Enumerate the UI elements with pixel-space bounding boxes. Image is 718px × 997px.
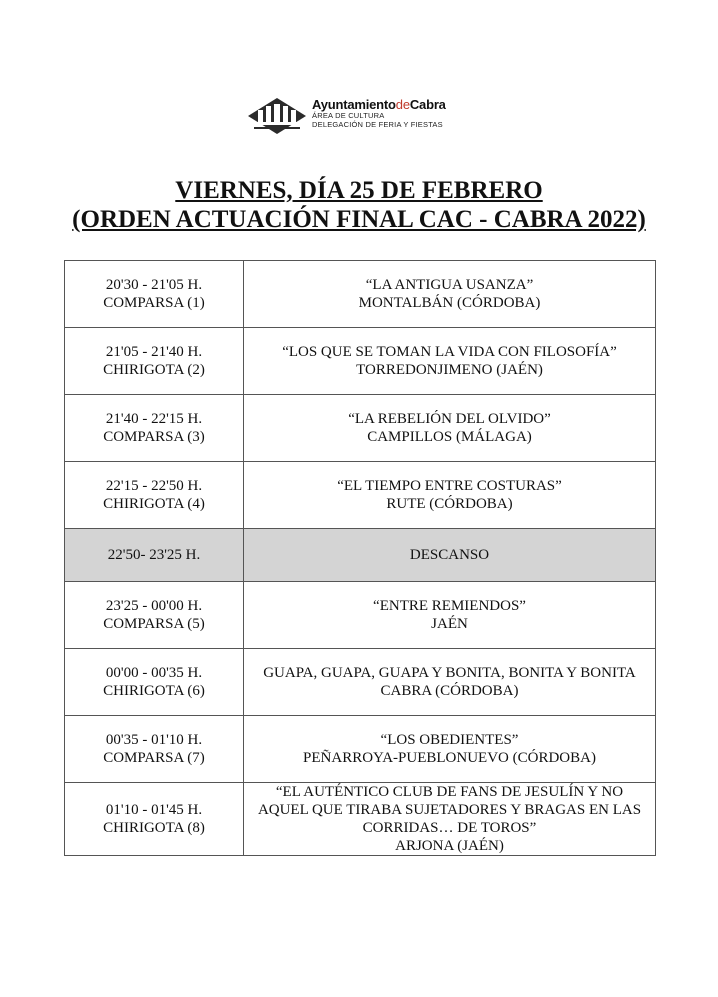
group-name: “LA REBELIÓN DEL OLVIDO” (348, 411, 551, 427)
group-category: COMPARSA (5) (103, 616, 205, 632)
break-cell (244, 529, 656, 582)
time-range: 23'25 - 00'00 H. (105, 598, 203, 614)
group-origin: TORREDONJIMENO (JAÉN) (356, 362, 543, 378)
table-row (65, 328, 656, 395)
table-row (65, 395, 656, 462)
time-cell (65, 582, 244, 649)
time-cell (65, 328, 244, 395)
group-name: “LA ANTIGUA USANZA” (365, 277, 534, 293)
group-category: COMPARSA (7) (103, 750, 205, 766)
group-cell (244, 395, 656, 462)
time-cell (65, 529, 244, 582)
table-row (65, 716, 656, 783)
time-cell (65, 395, 244, 462)
group-name-line: “EL AUTÉNTICO CLUB DE FANS DE JESULÍN Y NO (275, 784, 624, 800)
time-cell (65, 462, 244, 529)
group-cell (244, 582, 656, 649)
time-range: 22'50- 23'25 H. (107, 547, 201, 563)
logo-subtitle-area: ÁREA DE CULTURA (312, 111, 385, 120)
group-category: COMPARSA (3) (103, 429, 205, 445)
group-name: “LOS OBEDIENTES” (380, 732, 519, 748)
page-subtitle: (ORDEN ACTUACIÓN FINAL CAC - CABRA 2022) (72, 206, 646, 233)
time-range: 20'30 - 21'05 H. (105, 277, 203, 293)
time-cell (65, 649, 244, 716)
group-origin: PEÑARROYA-PUEBLONUEVO (CÓRDOBA) (303, 750, 596, 766)
group-origin: CAMPILLOS (MÁLAGA) (367, 429, 532, 445)
time-range: 01'10 - 01'45 H. (105, 802, 203, 818)
group-category: COMPARSA (1) (103, 295, 205, 311)
group-cell (244, 328, 656, 395)
break-row (65, 529, 656, 582)
group-cell (244, 649, 656, 716)
group-origin: RUTE (CÓRDOBA) (386, 496, 513, 512)
time-range: 21'40 - 22'15 H. (105, 411, 203, 427)
page-title: VIERNES, DÍA 25 DE FEBRERO (175, 177, 543, 204)
table-row (65, 783, 656, 856)
group-name: “EL TIEMPO ENTRE COSTURAS” (337, 478, 562, 494)
schedule-table (64, 260, 656, 856)
group-origin: JAÉN (431, 616, 468, 632)
group-name-line: CORRIDAS… DE TOROS” (362, 820, 537, 836)
table-row (65, 261, 656, 328)
table-row (65, 462, 656, 529)
group-category: CHIRIGOTA (4) (103, 496, 205, 512)
table-row (65, 649, 656, 716)
group-category: CHIRIGOTA (8) (103, 820, 205, 836)
group-name-line: AQUEL QUE TIRABA SUJETADORES Y BRAGAS EN LAS (257, 802, 642, 818)
logo-name: AyuntamientodeCabra (312, 97, 446, 112)
group-cell (244, 462, 656, 529)
group-name: “LOS QUE SE TOMAN LA VIDA CON FILOSOFÍA” (282, 344, 617, 360)
time-cell (65, 716, 244, 783)
group-name: GUAPA, GUAPA, GUAPA Y BONITA, BONITA Y BONITA (263, 665, 636, 681)
time-range: 00'00 - 00'35 H. (105, 665, 203, 681)
break-label: DESCANSO (409, 547, 490, 563)
time-cell (65, 783, 244, 856)
group-cell (244, 716, 656, 783)
group-origin: CABRA (CÓRDOBA) (380, 683, 519, 699)
time-range: 00'35 - 01'10 H. (105, 732, 203, 748)
time-range: 21'05 - 21'40 H. (105, 344, 203, 360)
group-cell (244, 783, 656, 856)
group-origin: ARJONA (JAÉN) (395, 838, 504, 854)
group-name: “ENTRE REMIENDOS” (373, 598, 526, 614)
logo-subtitle-delegation: DELEGACIÓN DE FERIA Y FIESTAS (312, 119, 443, 129)
ayuntamiento-logo (246, 94, 476, 138)
group-cell (244, 261, 656, 328)
time-range: 22'15 - 22'50 H. (105, 478, 203, 494)
table-row (65, 582, 656, 649)
group-origin: MONTALBÁN (CÓRDOBA) (358, 295, 541, 311)
group-category: CHIRIGOTA (2) (103, 362, 205, 378)
castle-emblem-icon (246, 94, 308, 138)
time-cell (65, 261, 244, 328)
group-category: CHIRIGOTA (6) (103, 683, 205, 699)
